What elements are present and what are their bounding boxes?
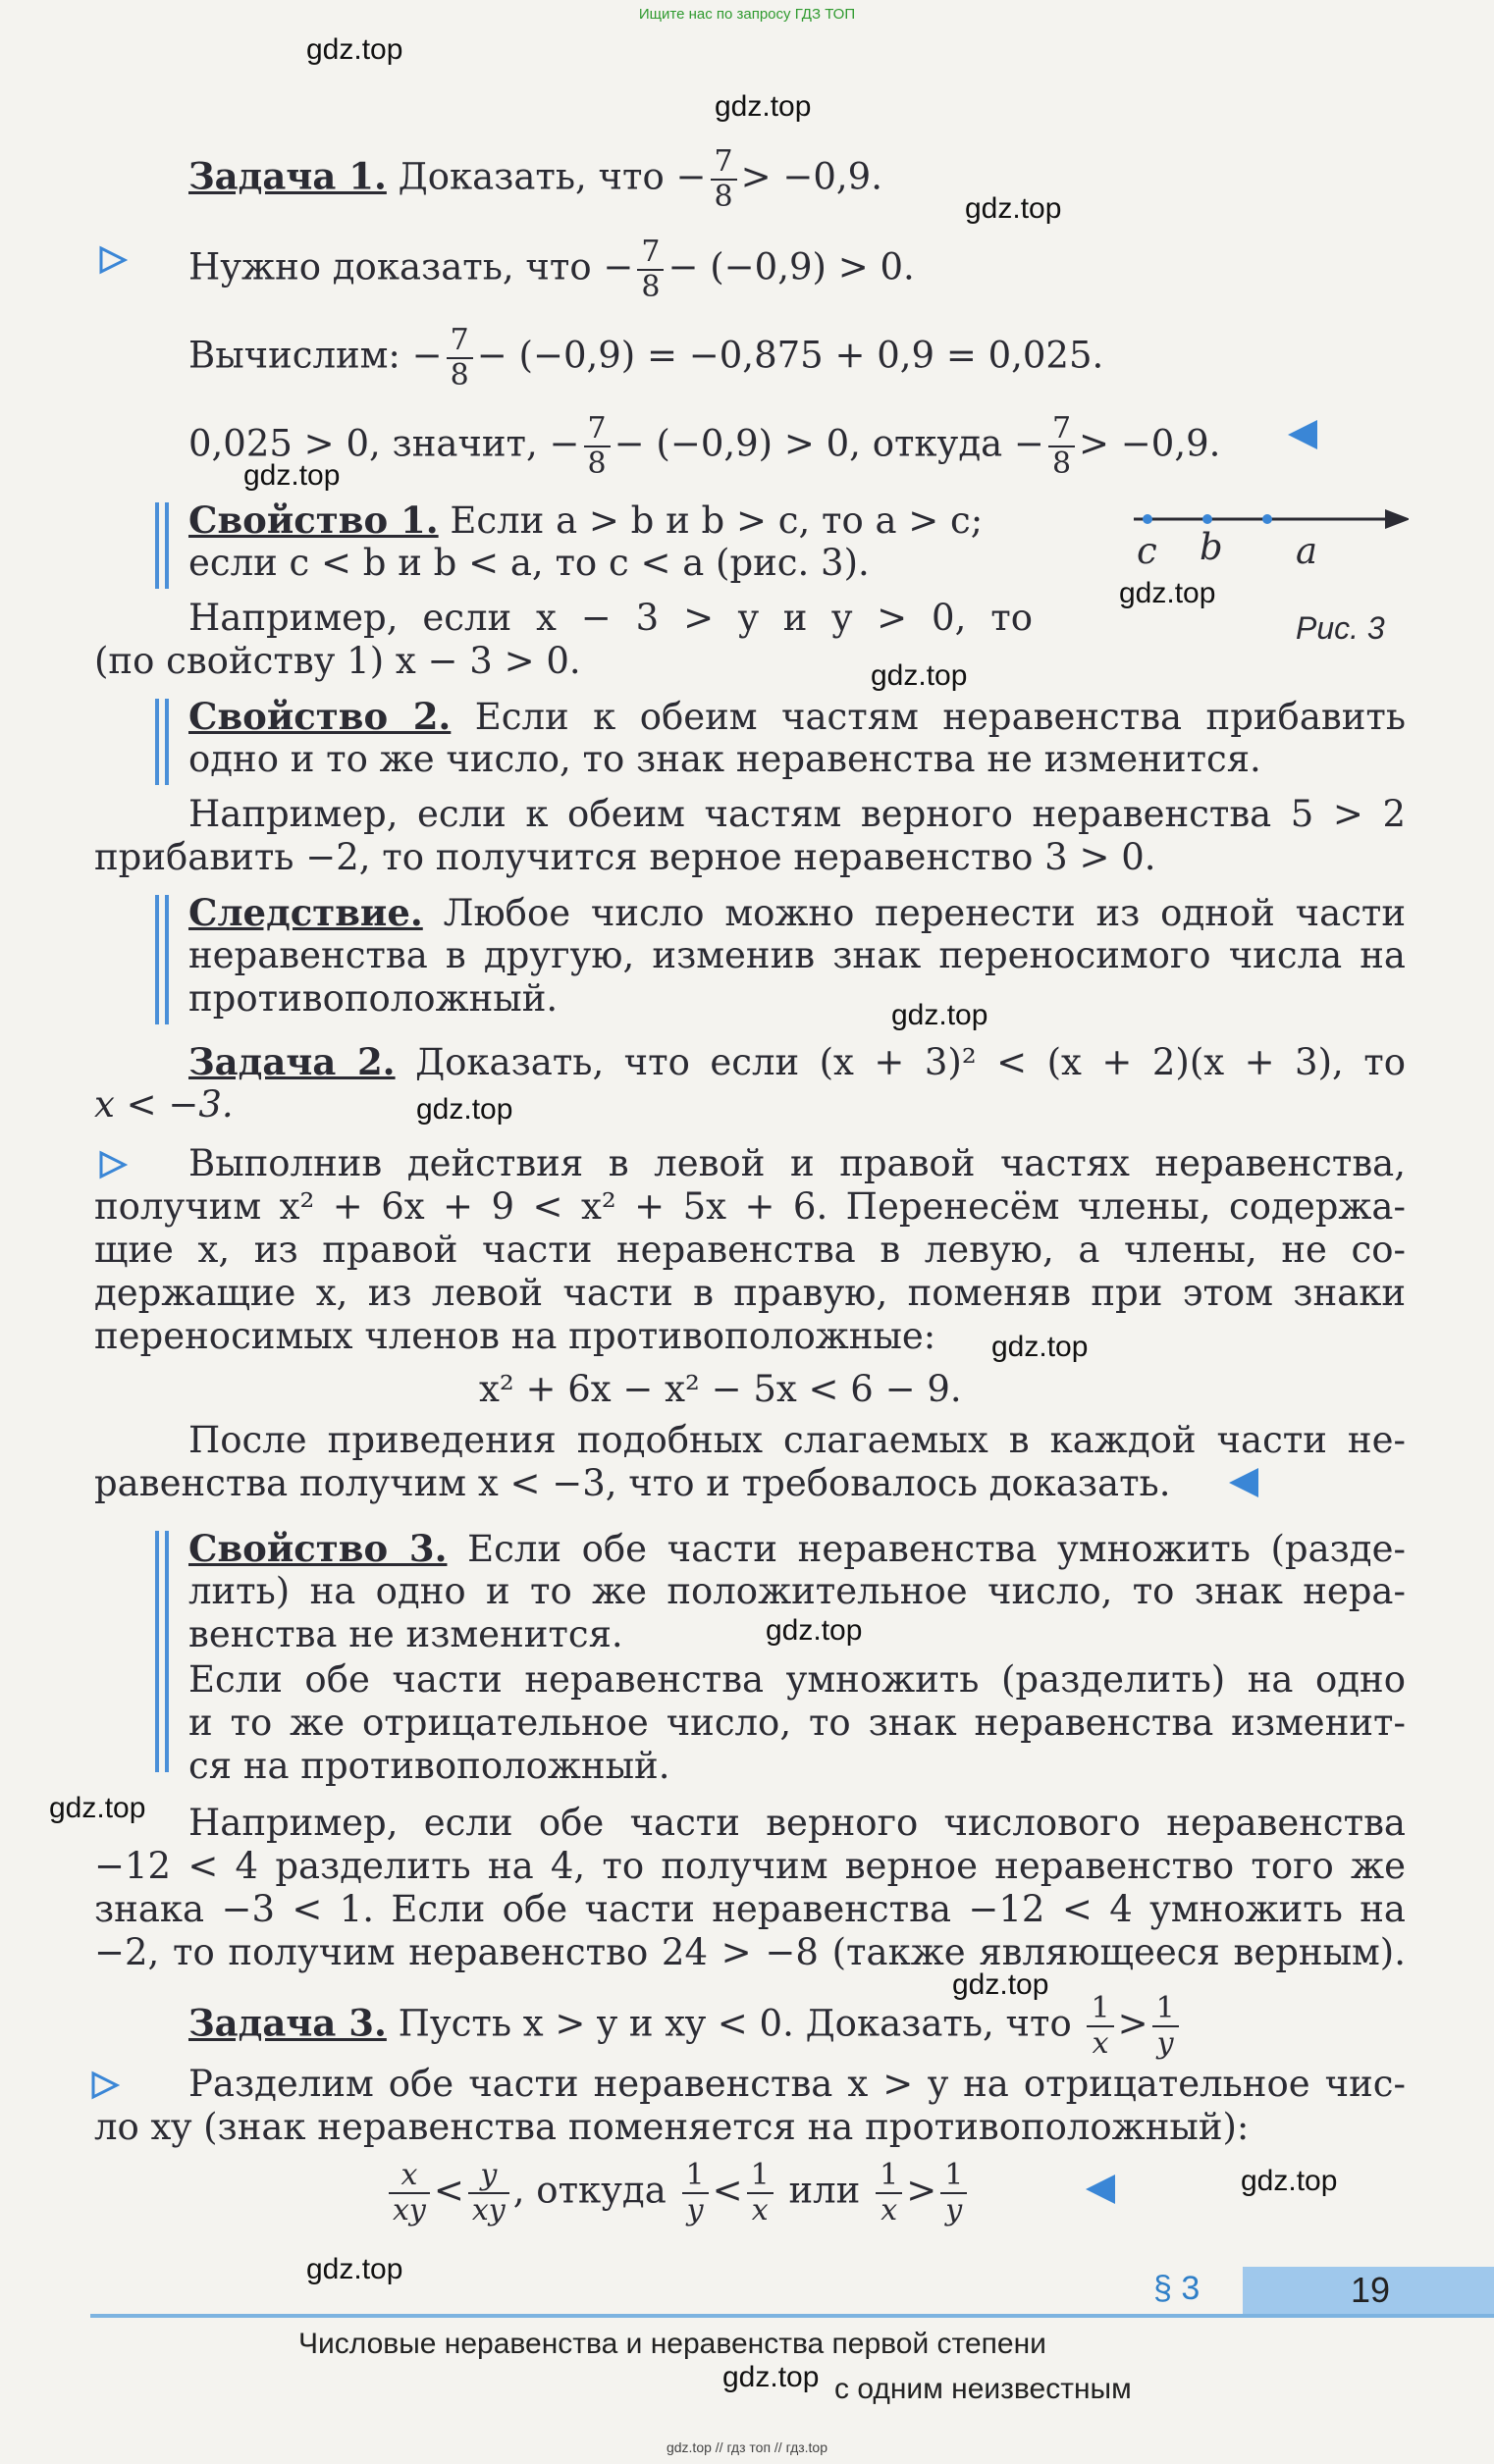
point-b <box>1202 514 1212 524</box>
property3-line5: и то же отрицательное число, то знак неравенства изменит- <box>188 1702 1406 1744</box>
property2-line1: Свойство 2. Если к обеим частям неравенства прибавить <box>188 695 1406 738</box>
watermark: gdz.top <box>871 659 968 692</box>
corollary-marker <box>155 895 171 1024</box>
watermark: gdz.top <box>965 192 1062 225</box>
property1-example2: (по свойству 1) x − 3 > 0. <box>94 640 581 682</box>
watermark: gdz.top <box>1241 2165 1338 2197</box>
watermark: gdz.top <box>715 90 812 123</box>
chapter-title-line2: с одним неизвестным <box>834 2373 1132 2405</box>
point-c <box>1143 514 1152 524</box>
solution-start-icon <box>98 245 128 275</box>
property3-line2: лить) на одно и то же положительное число, то знак нера- <box>188 1570 1406 1612</box>
task2-solution-4: держащие x, из левой части в правую, поменяв при этом знаки <box>94 1272 1406 1314</box>
watermark: gdz.top <box>306 33 403 66</box>
watermark: gdz.top <box>891 999 988 1031</box>
property3-line1: Свойство 3. Если обе части неравенства умножить (разде- <box>188 1527 1406 1570</box>
property3-line4: Если обе части неравенства умножить (разделить) на одно <box>188 1658 1406 1701</box>
property2-example2: прибавить −2, то получится верное неравенство 3 > 0. <box>94 836 1156 878</box>
watermark: gdz.top <box>306 2253 403 2285</box>
task1-solution: Нужно доказать, что − $\frac{7}{8}$ − (−0,9) > 0. <box>188 235 915 304</box>
task2-solution-1: Выполнив действия в левой и правой частях неравенства, <box>188 1142 1406 1184</box>
figure-caption: Рис. 3 <box>1296 610 1385 646</box>
point-a <box>1262 514 1272 524</box>
watermark: gdz.top <box>766 1614 863 1647</box>
property2-line2: одно и то же число, то знак неравенства не изменится. <box>188 738 1261 780</box>
property1-line2: если c < b и b < a, то c < a (рис. 3). <box>188 542 870 584</box>
point-a-label: a <box>1296 530 1318 572</box>
task3-statement: Задача 3. Пусть x > y и xy < 0. Доказать, что $\frac{1}{x}$ > $\frac{1}{y}$ <box>188 1992 1183 2061</box>
property2-example1: Например, если к обеим частям верного неравенства 5 > 2 <box>188 793 1406 835</box>
corollary-line2: неравенства в другую, изменив знак переносимого числа на <box>188 934 1406 976</box>
page-number: 19 <box>1351 2270 1391 2310</box>
property3-line3: венства не изменится. <box>188 1613 623 1655</box>
point-b-label: b <box>1200 526 1223 568</box>
corollary-line1: Следствие. Любое число можно перенести из одной части <box>188 891 1406 934</box>
watermark: gdz.top <box>1119 577 1216 609</box>
task2-after-1: После приведения подобных слагаемых в каждой части не- <box>188 1419 1406 1461</box>
task1-calculation: Вычислим: − $\frac{7}{8}$ − (−0,9) = −0,875 + 0,9 = 0,025. <box>188 323 1104 393</box>
task2-solution-3: щие x, из правой части неравенства в левую, а члены, не со- <box>94 1229 1406 1271</box>
watermark: gdz.top <box>243 459 341 492</box>
property3-example-3: знака −3 < 1. Если обе части неравенства −12 < 4 умножить на <box>94 1888 1406 1930</box>
property3-example-4: −2, то получим неравенство 24 > −8 (также являющееся верным). <box>94 1931 1406 1973</box>
section-number: § 3 <box>1153 2270 1201 2307</box>
bottom-banner[interactable]: gdz.top // гдз топ // гдз.top <box>666 2439 828 2455</box>
property3-example-1: Например, если обе части верного числового неравенства <box>188 1802 1406 1844</box>
task3-solution-1: Разделим обе части неравенства x > y на отрицательное чис- <box>188 2063 1406 2105</box>
task2-after-2: равенства получим x < −3, что и требовалось доказать. <box>94 1462 1171 1504</box>
chapter-title-line1: Числовые неравенства и неравенства первой степени <box>298 2328 1046 2360</box>
task1-statement: Задача 1. Доказать, что − $\frac{7}{8}$ > −0,9. <box>188 144 882 214</box>
watermark: gdz.top <box>49 1792 146 1824</box>
property-marker <box>155 1531 171 1772</box>
watermark: gdz.top <box>722 2361 820 2393</box>
property-marker <box>155 502 171 589</box>
task1-conclusion: 0,025 > 0, значит, − $\frac{7}{8}$ − (−0,9) > 0, откуда − $\frac{7}{8}$ > −0,9. <box>188 411 1221 481</box>
watermark: gdz.top <box>952 1968 1049 2001</box>
top-banner[interactable]: Ищите нас по запросу ГДЗ ТОП <box>638 6 856 23</box>
task3-formula: $\frac{x}{xy}$ < $\frac{y}{xy}$ , откуда $\frac{1}{y}$ < $\frac{1}{x}$ или $\frac{1}{x}$ > $\frac{1}{y}$ <box>385 2159 971 2228</box>
solution-end-icon <box>1286 418 1319 451</box>
watermark: gdz.top <box>991 1331 1089 1363</box>
task2-statement: Задача 2. Доказать, что если (x + 3)² < (x + 2)(x + 3), то <box>188 1040 1407 1083</box>
task2-formula: x² + 6x − x² − 5x < 6 − 9. <box>479 1368 962 1410</box>
point-c-label: c <box>1137 530 1157 572</box>
property3-example-2: −12 < 4 разделить на 4, то получим верное неравенство того же <box>94 1845 1406 1887</box>
task2-solution-5: переносимых членов на противоположные: <box>94 1315 936 1357</box>
footer-rule <box>90 2314 1494 2318</box>
property-marker <box>155 699 171 785</box>
solution-start-icon <box>98 1150 128 1180</box>
task2-statement-end: x < −3. <box>94 1083 234 1126</box>
property1-example1: Например, если x − 3 > y и y > 0, то <box>188 597 1033 639</box>
property3-line6: ся на противоположный. <box>188 1745 670 1787</box>
watermark: gdz.top <box>416 1093 513 1126</box>
solution-start-icon <box>90 2071 120 2100</box>
solution-end-icon <box>1227 1466 1260 1499</box>
fraction-7-8: $\frac{7}{8}$ <box>711 145 737 214</box>
task2-solution-2: получим x² + 6x + 9 < x² + 5x + 6. Перенесём члены, содержа- <box>94 1185 1406 1228</box>
property1-line1: Свойство 1. Если a > b и b > c, то a > c; <box>188 498 984 542</box>
solution-end-icon <box>1084 2173 1117 2206</box>
corollary-line3: противоположный. <box>188 977 559 1020</box>
task3-solution-2: ло xy (знак неравенства поменяется на противоположный): <box>94 2106 1250 2148</box>
